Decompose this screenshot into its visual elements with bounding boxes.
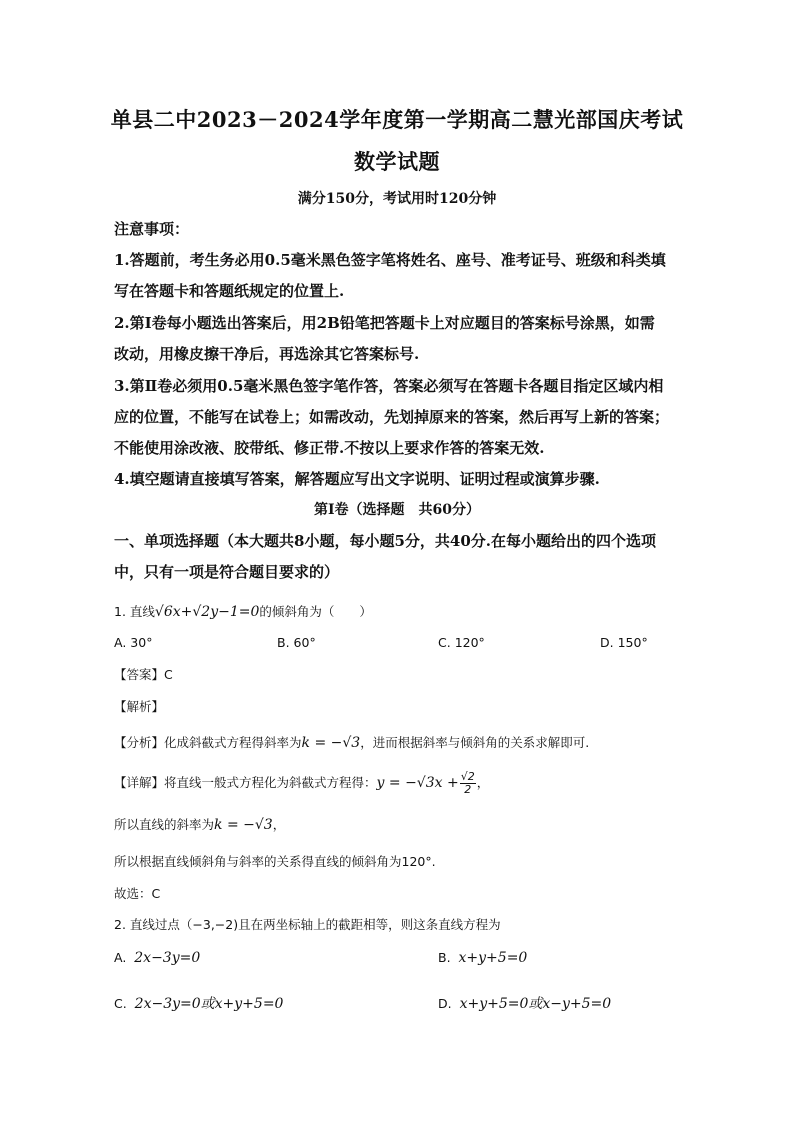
fraction: $\frac{√2}{2}$ [460,770,475,796]
exam-subtitle: 满分150分，考试用时120分钟 [297,191,497,207]
question-1-equation: √6x+√2y−1=0 [154,604,260,620]
slope-equation: k = −√3 [214,817,273,833]
notice-line: 改动，用橡皮擦干净后，再选涂其它答案标号. [114,345,420,363]
fenxi-text: 化成斜截式方程得斜率为 [164,735,302,750]
option-b: B. 60° [277,635,316,650]
notice-line: 3.第Ⅱ卷必须用0.5毫米黑色签字笔作答，答案必须写在答题卡各题目指定区域内相 [114,377,664,395]
notice-line: 不能使用涂改液、胶带纸、修正带.不按以上要求作答的答案无效. [114,439,545,457]
option-c: C. 2x−3y=0或x+y+5=0 [114,996,284,1012]
answer: 【答案】C [114,667,173,682]
option-d: D. x+y+5=0或x−y+5=0 [438,996,612,1012]
analysis-xiangjie: 【详解】将直线一般式方程化为斜截式方程得：y = −√3x + $\frac{√2}{2}$ ， [114,770,490,796]
question-2-stem: 2. 直线过点（−3,−2)且在两坐标轴上的截距相等，则这条直线方程为 [114,917,501,932]
notice-line: 应的位置，不能写在试卷上；如需改动，先划掉原来的答案，然后再写上新的答案； [114,408,670,426]
xiangjie-equation: y = −√3x + [376,775,459,791]
option-a: A. 2x−3y=0 [114,950,201,966]
question-1-prefix: 1. 直线 [114,604,155,619]
notice-line: 2.第Ⅰ卷每小题选出答案后，用2B铅笔把答题卡上对应题目的答案标号涂黑，如需 [114,314,655,332]
analysis-label: 【解析】 [114,699,165,714]
notice-heading: 注意事项： [114,220,190,238]
exam-title: 单县二中2023－2024学年度第一学期高二慧光部国庆考试 [110,107,684,132]
conclusion: 所以根据直线倾斜角与斜率的关系得直线的倾斜角为120°. [114,854,436,869]
option-b: B. x+y+5=0 [438,950,528,966]
question-1-stem [114,602,704,620]
fenxi-text: ，进而根据斜率与倾斜角的关系求解即可. [360,735,590,750]
notice-line: 1.答题前，考生务必用0.5毫米黑色签字笔将姓名、座号、准考证号、班级和科类填 [114,251,666,269]
option-c: C. 120° [438,635,485,650]
part-title: 第Ⅰ卷（选择题 共60分） [313,502,481,518]
analysis-fenxi [114,733,704,751]
section-heading: 一、单项选择题（本大题共8小题，每小题5分，共40分.在每小题给出的四个选项 [114,532,656,550]
option-a: A. 30° [114,635,153,650]
notice-line: 4.填空题请直接填写答案，解答题应写出文字说明、证明过程或演算步骤. [114,470,600,488]
fenxi-label: 【分析】 [114,735,165,750]
notice-line: 写在答题卡和答题纸规定的位置上. [114,282,345,300]
fenxi-slope: k = −√3 [301,735,361,751]
section-heading: 中，只有一项是符合题目要求的） [114,563,340,581]
xiangjie-label: 【详解】 [114,775,165,790]
question-1-suffix: 的倾斜角为（ ） [259,604,372,619]
slope-line: 所以直线的斜率为k = −√3， [114,817,286,833]
xiangjie-text: 将直线一般式方程化为斜截式方程得： [164,775,377,790]
exam-subject: 数学试题 [354,149,440,174]
option-d: D. 150° [600,635,648,650]
choice: 故选：C [114,886,161,901]
